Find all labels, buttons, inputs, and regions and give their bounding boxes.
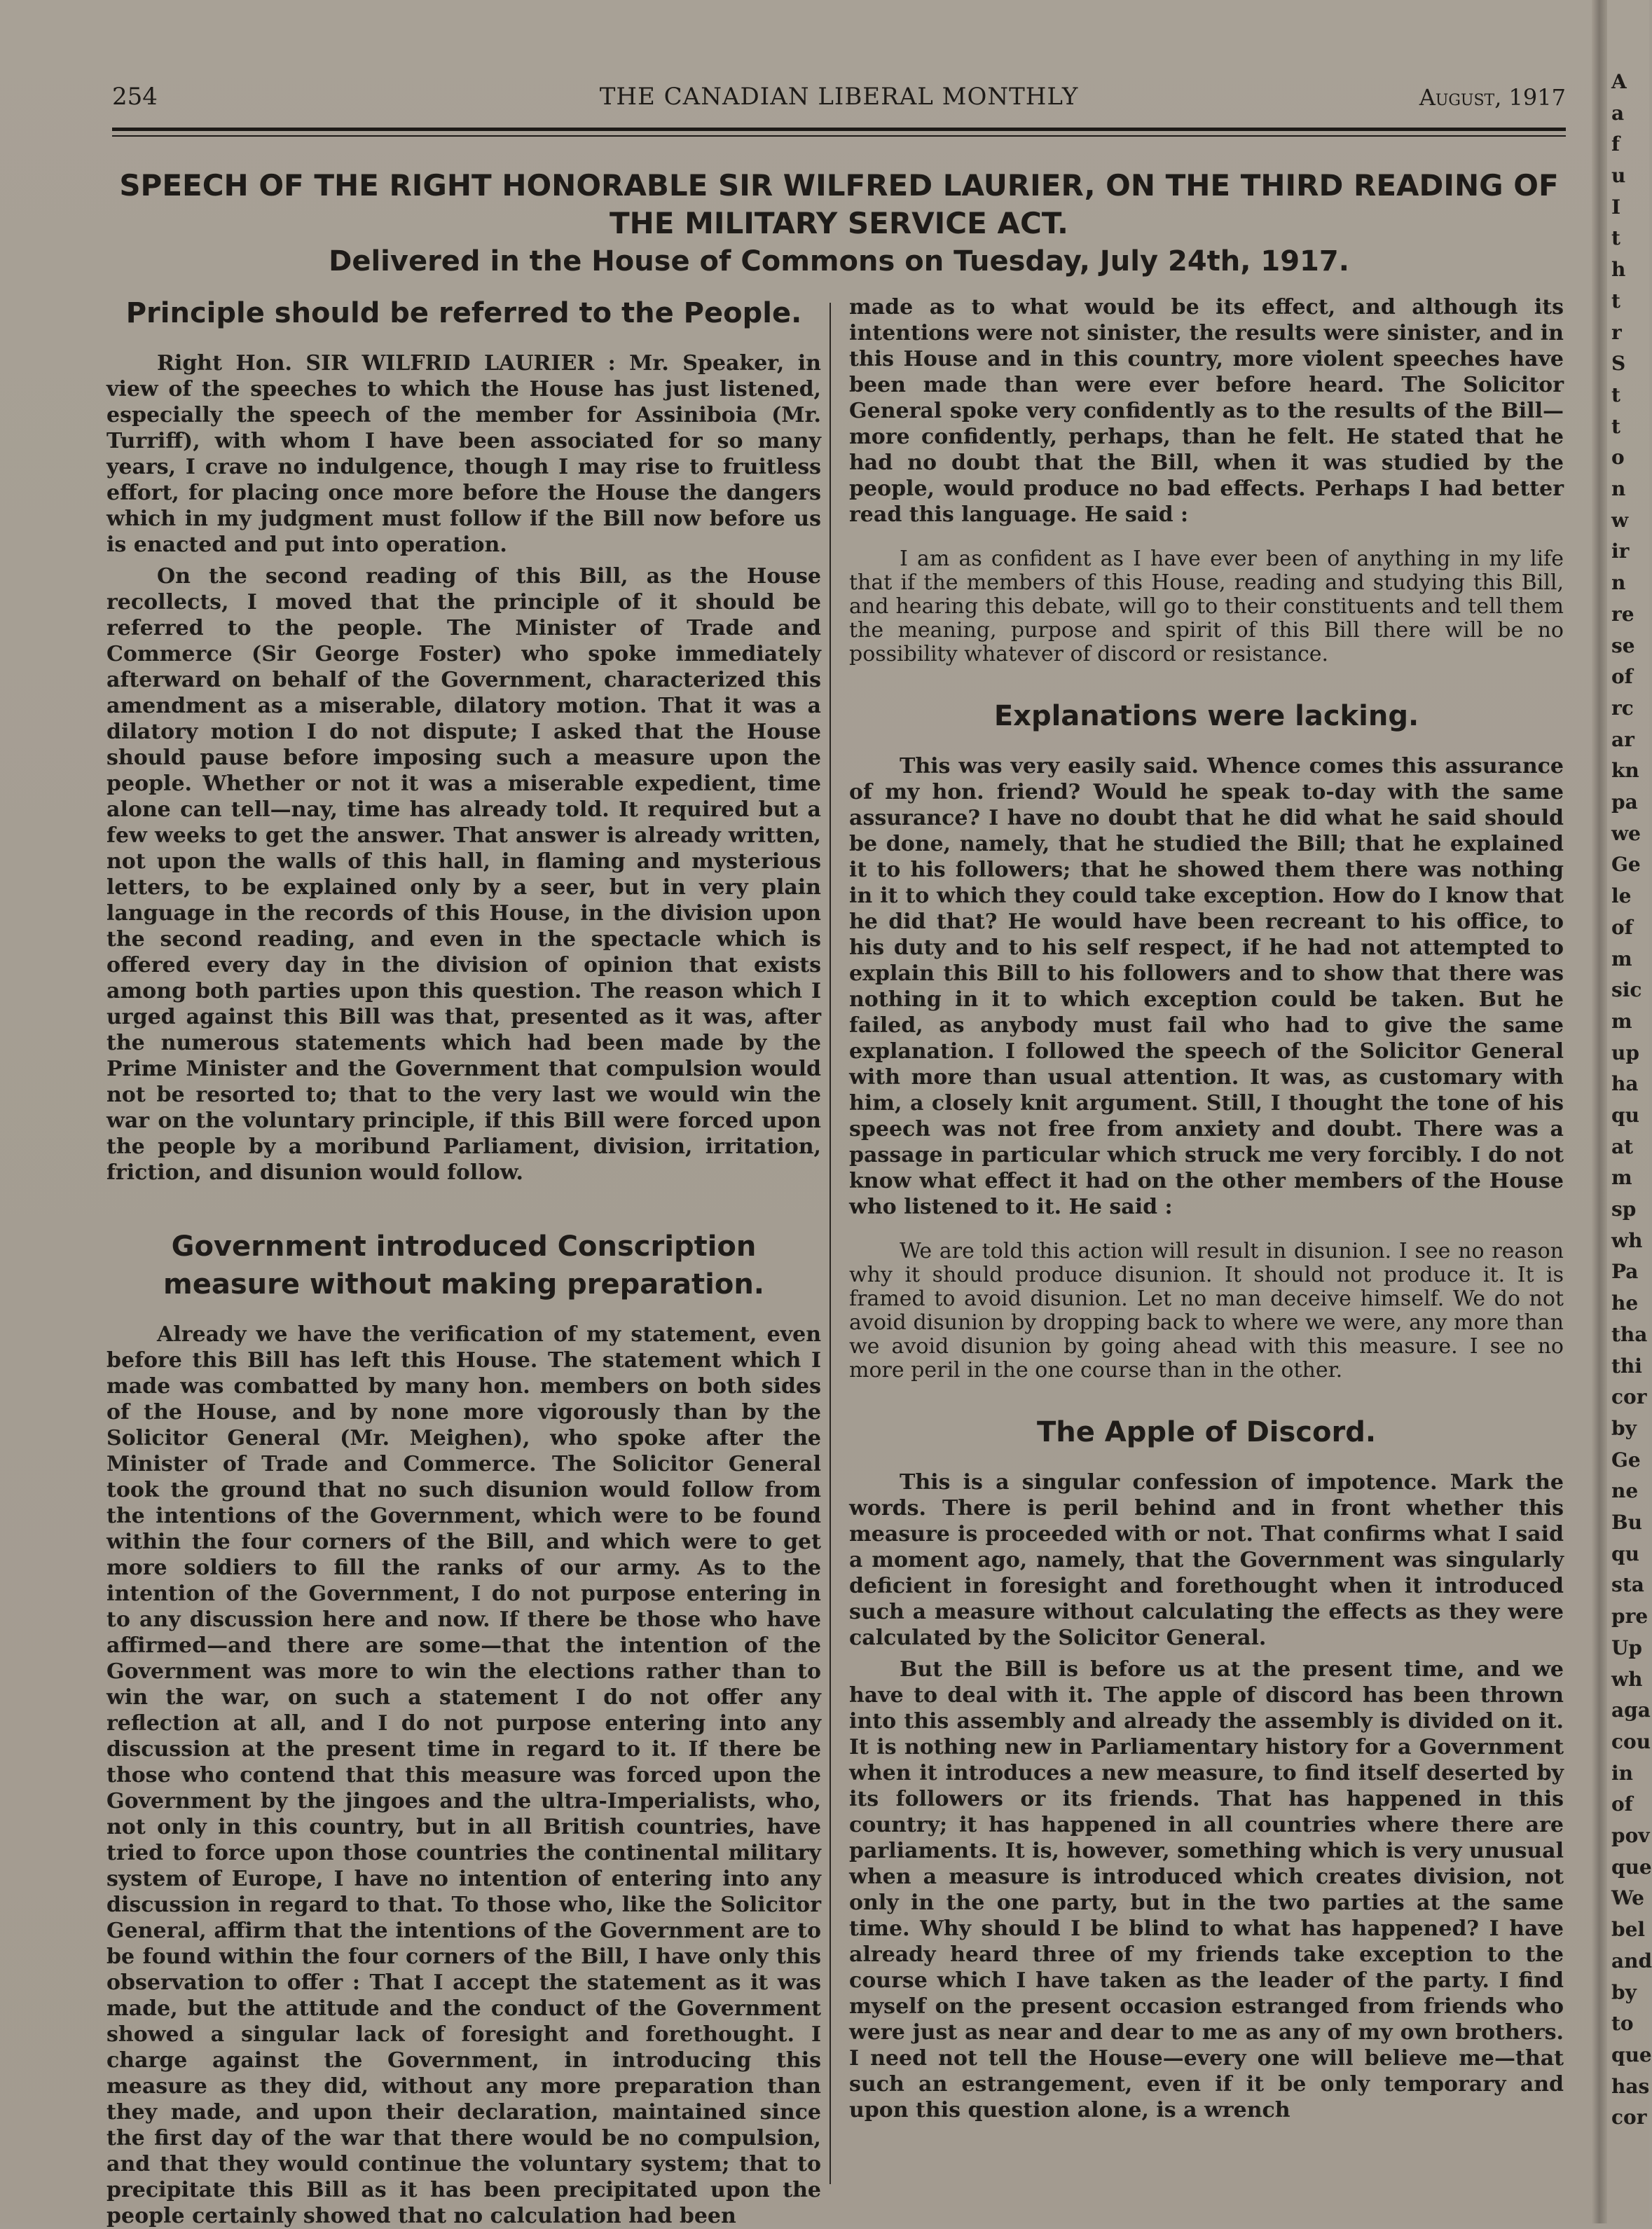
next-page-edge-fragments [1607,70,1652,2223]
edge-fragment: in [1611,1762,1633,1785]
edge-fragment: Bu [1611,1511,1643,1534]
edge-fragment: pre [1611,1605,1648,1628]
edge-fragment: pa [1611,790,1638,814]
edge-fragment: n [1611,477,1626,500]
publication-name: THE CANADIAN LIBERAL MONTHLY [599,83,1079,111]
paragraph: On the second reading of this Bill, as the House recollects, I moved that the principle of it should be referred to the people. The Minister of Trade and Commerce (Sir George Foster) who spoke immediately afterward on behalf of the Government, characterized this amendment as a miserable, dilatory motion. That it was a dilatory motion I do not dispute; I asked that the House should pause before imposing such a measure upon the people. Whether or not it was a miserable expedient, time alone can tell—nay, time has already told. It required but a few weeks to get the answer. That answer is already written, not upon the walls of this hall, in flaming and mysterious letters, to be explained only by a seer, but in very plain language in the records of this House, in the division upon the second reading, and even in the spectacle which is offered every day in the division of opinion that exists among both parties upon this question. The reason which I urged against this Bill was that, presented as it was, after the numerous statements which had been made by the Prime Minister and the Government that compulsion would not be resorted to; that to the very last we would win the war on the voluntary principle, if this Bill were forced upon the people by a moribund Parliament, division, irritation, friction, and disunion would follow. [106,564,821,1185]
edge-fragment: aga [1611,1699,1651,1722]
edge-fragment: a [1611,102,1625,125]
block-quote: I am as confident as I have ever been of anything in my life that if the members of this House, reading and studying this Bill, and hearing this debate, will go to their constituents and tell them the meaning, purpose and spirit of this Bill there will be no possibility whatever of discord or resistance. [849,547,1564,666]
edge-fragment: t [1611,415,1620,438]
edge-fragment: bel [1611,1918,1646,1941]
edge-fragment: of [1611,1792,1633,1816]
edge-fragment: n [1611,571,1626,594]
edge-fragment: que [1611,2043,1652,2066]
edge-fragment: t [1611,289,1620,313]
header-rule-thin [112,135,1566,137]
edge-fragment: has [1611,2075,1650,2098]
paragraph: But the Bill is before us at the present time, and we have to deal with it. The apple of discord has been thrown into this assembly and already the assembly is divided on it. It is nothing new in Parliamentary history for a Government when it introduces a new measure, to find itself deserted by its followers or its friends. That has happened in this country; it has happened in all countries where there are parliaments. It is, however, something which is very unusual when a measure is introduced which creates division, not only in the one party, but in the two parties at the same time. Why should I be blind to what has happened? I have already heard three of my friends take exception to the course which I have taken as the leader of the party. I find myself on the present occasion estranged from friends who were just as near and dear to me as any of my own brothers. I need not tell the House—every one will believe me—that such an estrangement, even if it be only temporary and upon this question alone, is a wrench [849,1657,1564,2122]
edge-fragment: he [1611,1291,1639,1315]
article-title: SPEECH OF THE RIGHT HONORABLE SIR WILFRED LAURIER, ON THE THIRD READING OF THE MILITARY SERVICE ACT. [119,168,1559,240]
section-heading-conscription: Government introduced Conscription measure without making preparation. [163,1230,764,1301]
header-rule-thick [112,128,1566,131]
edge-fragment: Pa [1611,1260,1639,1283]
edge-fragment: S [1611,352,1626,375]
edge-fragment: re [1611,603,1634,626]
edge-fragment: cou [1611,1730,1651,1753]
edge-fragment: wh [1611,1668,1643,1691]
edge-fragment: thi [1611,1354,1642,1378]
edge-fragment: A [1611,70,1627,93]
edge-fragment: sp [1611,1198,1637,1221]
page-number: 254 [112,83,158,111]
edge-fragment: we [1611,822,1641,845]
section-heading-principle: Principle should be referred to the People. [125,297,802,329]
edge-fragment: ar [1611,728,1634,751]
page-gutter [1592,0,1607,2223]
edge-fragment: t [1611,383,1620,406]
article-subtitle: Delivered in the House of Commons on Tuesday, July 24th, 1917. [329,245,1349,277]
edge-fragment: kn [1611,759,1639,782]
edge-fragment: sic [1611,978,1642,1001]
paragraph: This was very easily said. Whence comes this assurance of my hon. friend? Would he speak to-day with the same assurance? I have no doubt that he did what he said should be done, namely, that he studied the Bill; that he explained it to his followers; that he showed them there was nothing in it to which they could take exception. How do I know that he did that? He would have been recreant to his office, to his duty and to his self respect, if he had not attempted to explain this Bill to his followers and to show that there was nothing in it to which exception could be taken. But he failed, as anybody must fail who had to give the same explanation. I followed the speech of the Solicitor General with more than usual attention. It was, as customary with him, a closely knit argument. Still, I thought the tone of his speech was not free from anxiety and doubt. There was a passage in particular which struck me very forcibly. I do not know what effect it had on the other members of the House who listened to it. He said : [849,754,1564,1219]
edge-fragment: of [1611,665,1633,688]
edge-fragment: tha [1611,1323,1648,1346]
edge-fragment: h [1611,258,1626,281]
edge-fragment: m [1611,1166,1632,1189]
right-column [849,294,1564,2193]
edge-fragment: I [1611,196,1621,219]
edge-fragment: wh [1611,1229,1643,1252]
edge-fragment: m [1611,1010,1632,1033]
edge-fragment: f [1611,132,1620,156]
edge-fragment: cor [1611,2106,1647,2129]
edge-fragment: rc [1611,697,1634,720]
edge-fragment: u [1611,164,1626,187]
column-divider [830,303,831,2184]
edge-fragment: pov [1611,1824,1650,1847]
edge-fragment: by [1611,1981,1637,2004]
section-heading-apple-of-discord: The Apple of Discord. [1036,1416,1377,1448]
edge-fragment: sta [1611,1573,1644,1596]
edge-fragment: m [1611,947,1632,971]
edge-fragment: Ge [1611,853,1641,876]
edge-fragment: se [1611,634,1635,657]
edge-fragment: Ge [1611,1448,1641,1472]
paragraph: Already we have the verification of my statement, even before this Bill has left this House. The statement which I made was combatted by many hon. members on both sides of the House, and by none more vigorously than by the Solicitor General (Mr. Meighen), who spoke after the Minister of Trade and Commerce. The Solicitor General took the ground that no such disunion would follow from the intentions of the Government, which were to be found within the four corners of the Bill, and which were to get more soldiers to fill the ranks of our army. As to the intention of the Government, I do not purpose entering in to any discussion here and now. If there be those who have affirmed—and there are some—that the intention of the Government was more to win the elections rather than to win the war, on such a statement I do not offer any reflection at all, and I do not purpose entering into any discussion at the present time in regard to it. If there be those who contend that this measure was forced upon the Government by the jingoes and the ultra-Imperialists, who, not only in this country, but in all British countries, have tried to force upon those countries the continental military system of Europe, I have no intention of entering into any discussion in regard to that. To those who, like the Solicitor General, affirm that the intentions of the Government are to be found within the four corners of the Bill, I have only this observation to offer : That I accept the statement as it was made, but the attitude and the conduct of the Government showed a singular lack of foresight and forethought. I charge against the Government, in introducing this measure as they did, without any more preparation than they made, and upon their declaration, maintained since the first day of the war that there would be no compulsion, and that they would continue the voluntary system; that to precipitate this Bill as it has been precipitated upon the people certainly showed that no calculation had been [106,1322,821,2228]
issue-date: August, 1917 [1419,84,1566,111]
edge-fragment: by [1611,1417,1637,1440]
edge-fragment: to [1611,2012,1634,2035]
edge-fragment: ir [1611,540,1630,563]
edge-fragment: and [1611,1949,1652,1973]
edge-fragment: at [1611,1135,1634,1158]
section-heading-explanations: Explanations were lacking. [993,700,1419,732]
edge-fragment: ha [1611,1072,1639,1095]
edge-fragment: We [1611,1886,1644,1909]
edge-fragment: of [1611,916,1633,939]
paragraph: Right Hon. SIR WILFRID LAURIER : Mr. Speaker, in view of the speeches to which the House has just listened, especially the speech of the member for Assiniboia (Mr. Turriff), with whom I have been associated for so many years, I crave no indulgence, though I may rise to fruitless effort, for placing once more before the House the dangers which in my judgment must follow if the Bill now before us is enacted and put into operation. [106,351,821,557]
edge-fragment: que [1611,1856,1652,1879]
edge-fragment: qu [1611,1104,1639,1127]
edge-fragment: up [1611,1041,1639,1064]
left-column [106,294,821,2228]
paragraph: made as to what would be its effect, and although its intentions were not sinister, the results were sinister, and in this House and in this country, more violent speeches have been made than were ever before heard. The Solicitor General spoke very confidently as to the results of the Bill—more confidently, perhaps, than he felt. He stated that he had no doubt that the Bill, when it was studied by the people, would produce no bad effects. Perhaps I had better read this language. He said : [849,295,1564,527]
edge-fragment: t [1611,226,1620,249]
edge-fragment: ne [1611,1479,1639,1502]
edge-fragment: r [1611,321,1622,344]
edge-fragment: le [1611,884,1632,907]
block-quote: We are told this action will result in disunion. I see no reason why it should produce disunion. It should not produce it. It is framed to avoid disunion. Let no man deceive himself. We do not avoid disunion by dropping back to where we were, any more than we avoid disunion by going ahead with this measure. I see no more peril in the one course than in the other. [849,1239,1564,1383]
edge-fragment: cor [1611,1385,1647,1408]
edge-fragment: qu [1611,1542,1639,1565]
running-header [112,83,1566,118]
edge-fragment: Up [1611,1636,1642,1659]
paragraph: This is a singular confession of impotence. Mark the words. There is peril behind and in front whether this measure is proceeded with or not. That confirms what I said a moment ago, namely, that the Government was singularly deficient in foresight and forethought when it introduced such a measure without calculating the effects as they were calculated by the Solicitor General. [849,1470,1564,1650]
edge-fragment: w [1611,509,1629,532]
edge-fragment: o [1611,446,1625,469]
